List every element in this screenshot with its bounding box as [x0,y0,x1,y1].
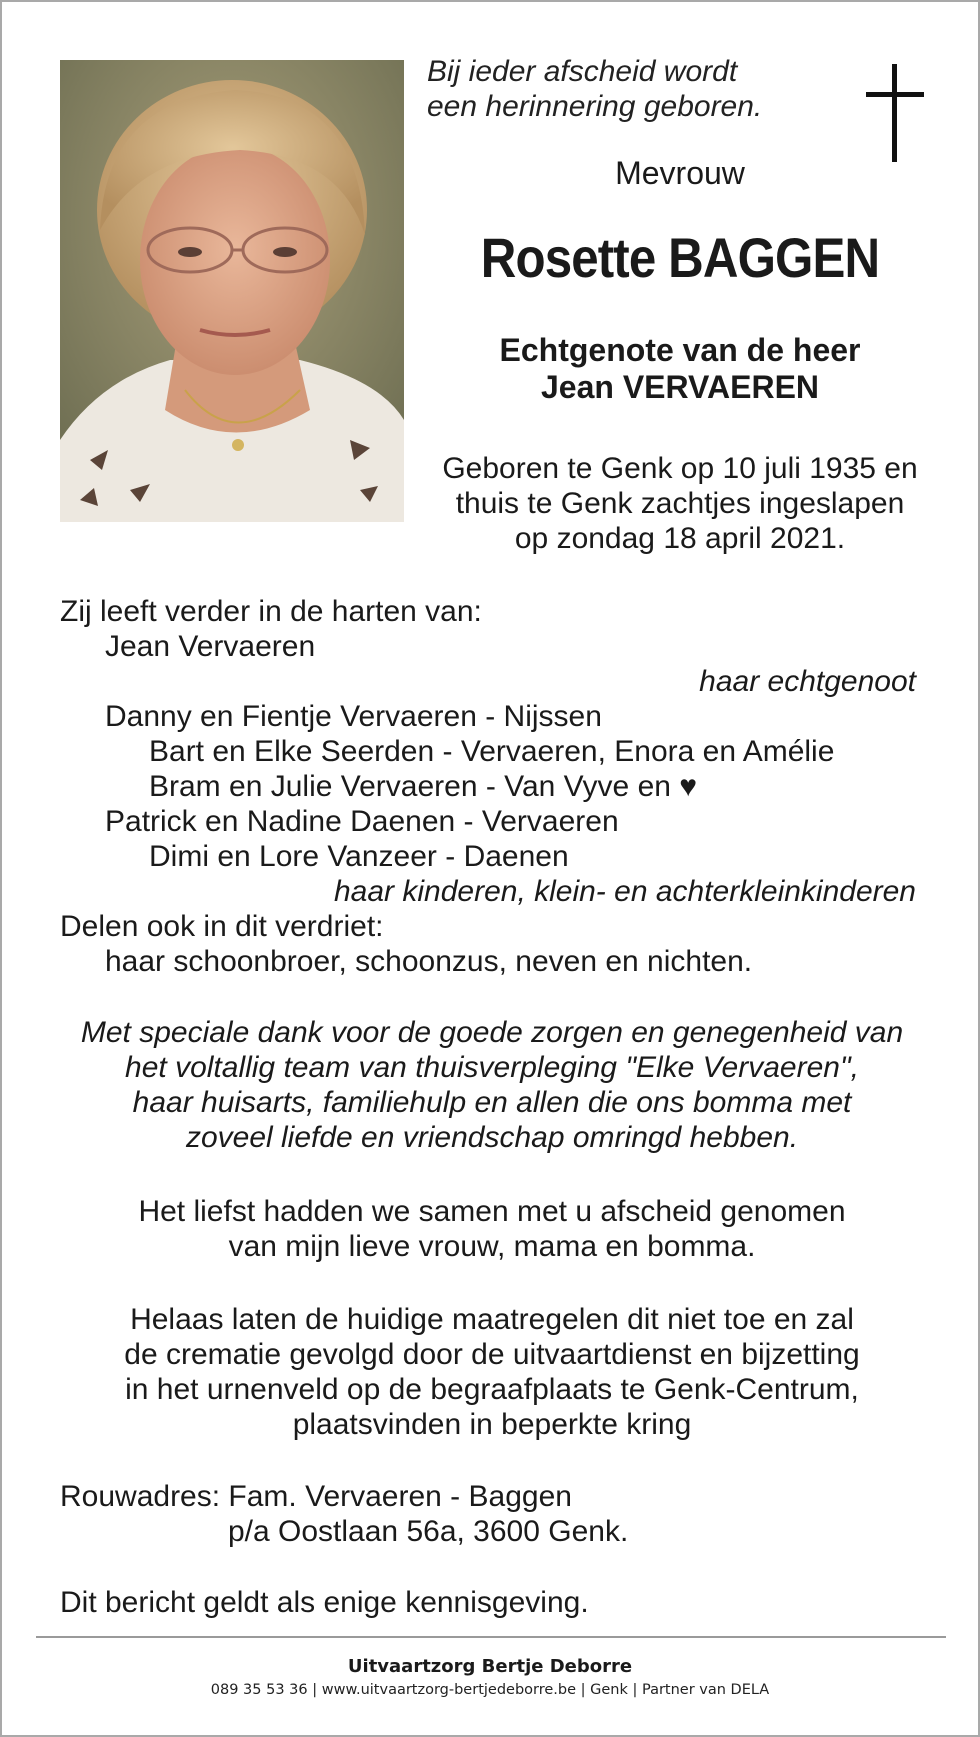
quote-line: een herinnering geboren. [427,90,763,123]
ceremony-line: de crematie gevolgd door de uitvaartdienst en bijzetting [124,1338,860,1371]
funeral-company-contact: 089 35 53 36 | www.uitvaartzorg-bertjedeborre.be | Genk | Partner van DELA [210,1682,770,1698]
thanks-paragraph [42,1015,942,1155]
farewell-line: Het liefst hadden we samen met u afscheid genomen [138,1195,846,1228]
thanks-line: zoveel liefde en vriendschap omringd hebben. [185,1121,799,1154]
farewell-line: van mijn lieve vrouw, mama en bomma. [228,1230,756,1263]
thanks-line: Met speciale dank voor de goede zorgen en genegenheid van [80,1016,904,1049]
address-line: p/a Oostlaan 56a, 3600 Genk. [228,1515,629,1548]
notice: Dit bericht geldt als enige kennisgeving. [60,1586,589,1619]
cross-icon [866,64,924,162]
portrait-photo [60,60,404,522]
family-spouse-role: haar echtgenoot [699,665,916,698]
birth-death-line: Geboren te Genk op 10 juli 1935 en [442,452,918,485]
family-grandchild: Bram en Julie Vervaeren - Van Vyve en ♥ [149,770,698,803]
thanks-line: het voltallig team van thuisverpleging "Elke Vervaeren", [125,1051,859,1084]
ceremony-line: Helaas laten de huidige maatregelen dit niet toe en zal [130,1303,854,1336]
family-intro: Zij leeft verder in de harten van: [60,595,482,628]
birth-death-line: op zondag 18 april 2021. [514,522,846,555]
salutation: Mevrouw [615,155,745,191]
birth-death-line: thuis te Genk zachtjes ingeslapen [455,487,905,520]
ceremony-line: in het urnenveld op de begraafplaats te Genk-Centrum, [125,1373,859,1406]
deceased-name: Rosette BAGGEN [480,226,880,289]
ceremony-line: plaatsvinden in beperkte kring [292,1408,692,1441]
family-others-intro: Delen ook in dit verdriet: [60,910,384,943]
funeral-company-name: Uitvaartzorg Bertje Deborre [347,1656,633,1677]
spouse-line: Echtgenote van de heer [499,332,861,368]
spouse-info [420,332,940,406]
quote-line: Bij ieder afscheid wordt [427,55,738,88]
address-line: Rouwadres: Fam. Vervaeren - Baggen [60,1480,572,1513]
family-grandchild: Bart en Elke Seerden - Vervaeren, Enora en Amélie [149,735,835,768]
family-grandchild: Dimi en Lore Vanzeer - Daenen [149,840,569,873]
thanks-line: haar huisarts, familiehulp en allen die ons bomma met [132,1086,852,1119]
farewell-paragraph [42,1194,942,1264]
quote [427,54,762,124]
family-spouse: Jean Vervaeren [105,630,316,663]
footer-divider [36,1636,946,1638]
family-child: Patrick en Nadine Daenen - Vervaeren [105,805,619,838]
family-children-role: haar kinderen, klein- en achterkleinkinderen [333,875,916,908]
ceremony-paragraph [42,1302,942,1442]
family-others: haar schoonbroer, schoonzus, neven en nichten. [105,945,753,978]
spouse-line: Jean VERVAEREN [540,369,820,405]
family-child: Danny en Fientje Vervaeren - Nijssen [105,700,602,733]
birth-death-info [420,451,940,556]
